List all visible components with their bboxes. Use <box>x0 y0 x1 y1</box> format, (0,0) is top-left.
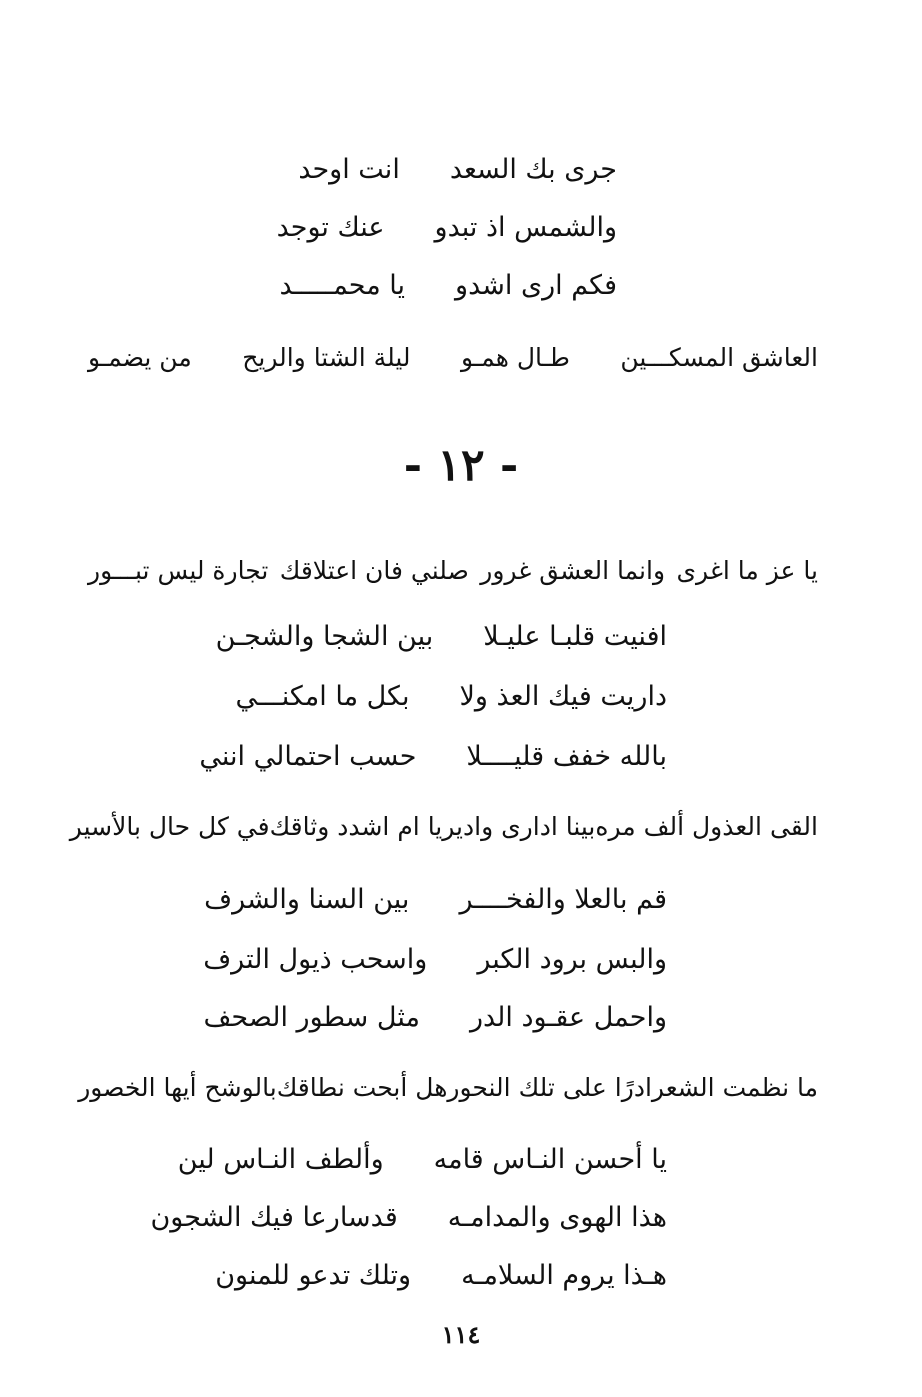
verse-hemistich-left: بين الشجا والشجـن <box>215 621 434 652</box>
verse-line <box>203 998 667 1038</box>
section-number: - ١٢ - <box>403 440 519 491</box>
verse-line <box>204 880 667 920</box>
refrain-part: تجارة ليس تبـــور <box>88 556 269 585</box>
verse-line <box>203 940 667 980</box>
refrain-part: ما نظمت الشعرا <box>644 1073 818 1102</box>
verse-line <box>178 1140 667 1180</box>
refrain-part: من يضمـو <box>88 343 192 372</box>
refrain-line <box>88 551 818 591</box>
verse-hemistich-right: داريت فيك العذ ولا <box>459 681 667 712</box>
verse-hemistich-right: والشمس اذ تبدو <box>434 212 617 243</box>
verse-hemistich-right: قم بالعلا والفخــــر <box>459 884 667 915</box>
verse-hemistich-right: هـذا يروم السلامـه <box>461 1260 667 1291</box>
verse-hemistich-left: بكل ما امكنـــي <box>235 681 410 712</box>
refrain-part: العاشق المسكـــين <box>620 343 818 372</box>
refrain-part: ليلة الشتا والريح <box>242 343 411 372</box>
verse-hemistich-right: بالله خفف قليــــلا <box>466 741 667 772</box>
verse-hemistich-right: يا أحسن النـاس قامه <box>433 1144 667 1175</box>
verse-hemistich-right: فكم ارى اشدو <box>455 270 617 301</box>
refrain-part: بالوشح أيها الخصور <box>78 1073 277 1102</box>
verse-hemistich-left: قدسارعا فيك الشجون <box>150 1202 398 1233</box>
verse-line <box>216 617 667 657</box>
refrain-part: يا ام اشدد وثاقك <box>269 812 443 841</box>
verse-hemistich-right: جرى بك السعد <box>449 154 617 185</box>
verse-line <box>199 737 667 777</box>
verse-line <box>236 677 668 717</box>
verse-line <box>215 1256 667 1296</box>
refrain-part: طـال همـو <box>461 343 570 372</box>
verse-hemistich-right: واحمل عقـود الدر <box>469 1002 667 1033</box>
verse-hemistich-left: وتلك تدعو للمنون <box>215 1260 412 1291</box>
verse-hemistich-left: انت اوحد <box>298 154 400 185</box>
refrain-line <box>69 807 818 847</box>
verse-hemistich-left: عنك توجد <box>276 212 385 243</box>
page-number: ١١٤ <box>441 1320 481 1349</box>
refrain-line <box>78 1068 818 1108</box>
verse-hemistich-left: مثل سطور الصحف <box>203 1002 420 1033</box>
refrain-part: بينا ادارى وادير <box>442 812 596 841</box>
refrain-line <box>88 338 818 378</box>
refrain-part: هل أبحت نطاقك <box>276 1073 448 1102</box>
verse-hemistich-right: والبس برود الكبر <box>477 944 667 975</box>
verse-line <box>298 150 617 190</box>
verse-hemistich-left: يا محمـــــد <box>279 270 406 301</box>
verse-hemistich-right: هذا الهوى والمدامـه <box>447 1202 667 1233</box>
refrain-part: يا عز ما اغرى <box>676 556 818 585</box>
refrain-part: القى العذول ألف مره <box>595 812 818 841</box>
refrain-part: وانما العشق غرور <box>480 556 666 585</box>
verse-line <box>150 1198 667 1238</box>
refrain-part: صلني فان اعتلاقك <box>279 556 469 585</box>
verse-hemistich-left: حسب احتمالي انني <box>199 741 417 772</box>
verse-hemistich-left: وألطف النـاس لين <box>177 1144 384 1175</box>
verse-hemistich-left: بين السنا والشرف <box>204 884 410 915</box>
refrain-part: درًا على تلك النحور <box>447 1073 645 1102</box>
verse-line <box>277 208 617 248</box>
refrain-part: في كل حال بالأسير <box>69 812 270 841</box>
verse-hemistich-right: افنيت قلبـا عليـلا <box>483 621 667 652</box>
verse-line <box>279 266 617 306</box>
verse-hemistich-left: واسحب ذيول الترف <box>203 944 428 975</box>
